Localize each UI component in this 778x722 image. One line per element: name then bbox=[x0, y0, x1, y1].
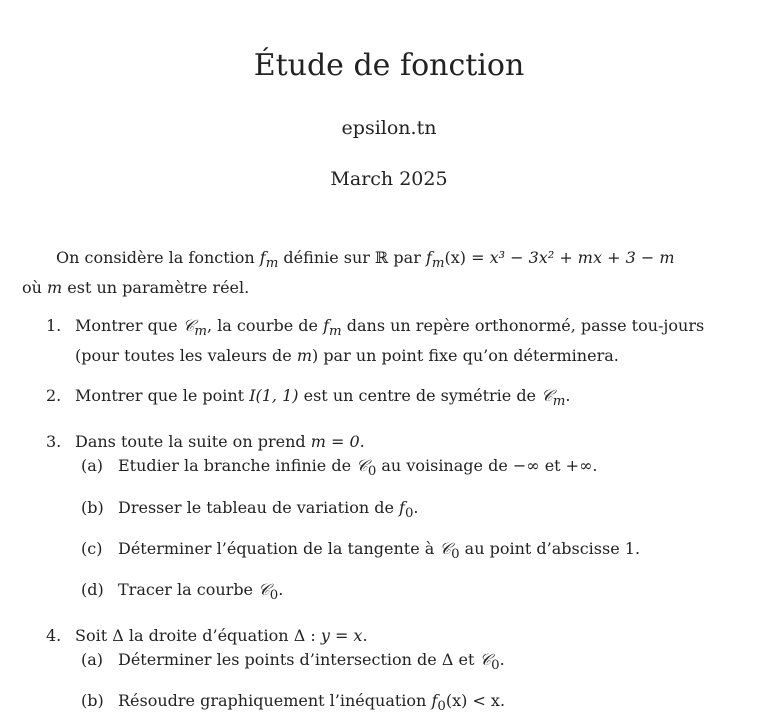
curve-symbol: 𝒞 bbox=[479, 650, 492, 670]
document-date: March 2025 bbox=[330, 168, 448, 190]
curve-subscript: 0 bbox=[269, 588, 279, 604]
subquestion-list bbox=[75, 454, 735, 608]
subquestion-item bbox=[75, 689, 735, 719]
question-text: Dans toute la suite on prend bbox=[75, 432, 311, 452]
question-item bbox=[0, 314, 735, 368]
curve-symbol: 𝒞 bbox=[356, 456, 368, 476]
curve-symbol: 𝒞 bbox=[541, 386, 553, 406]
parameter-m: m bbox=[47, 278, 63, 298]
question-number: 1. bbox=[46, 316, 62, 335]
subquestion-text: . bbox=[278, 579, 284, 599]
intro-text: définie sur ℝ par bbox=[278, 248, 426, 267]
question-item bbox=[0, 624, 735, 719]
formula-rhs: x³ − 3x² + mx + 3 − m bbox=[489, 248, 675, 267]
curve-symbol: 𝒞 bbox=[182, 316, 195, 335]
point-symbol: I(1, 1) bbox=[249, 386, 299, 406]
subquestion-text: Déterminer l’équation de la tangente à bbox=[118, 538, 440, 558]
curve-subscript: 0 bbox=[491, 658, 500, 674]
subquestion-item bbox=[75, 537, 735, 567]
function-symbol: f bbox=[323, 316, 329, 335]
curve-symbol: 𝒞 bbox=[258, 579, 270, 599]
subquestion-item bbox=[75, 496, 735, 526]
question-number: 2. bbox=[46, 386, 62, 406]
function-subscript: 0 bbox=[437, 699, 446, 715]
subquestion-text: Dresser le tableau de variation de bbox=[118, 497, 400, 517]
subquestion-text: Déterminer les points d’intersection de Δ et bbox=[118, 650, 480, 670]
curve-symbol: 𝒞 bbox=[439, 538, 452, 558]
question-list bbox=[0, 314, 778, 720]
question-text: . bbox=[362, 626, 368, 646]
subquestion-text: (x) < x. bbox=[445, 691, 506, 711]
subquestion-item bbox=[75, 648, 735, 678]
subquestion-label: (c) bbox=[81, 538, 103, 558]
question-text: . bbox=[359, 432, 365, 452]
question-text: dans un repère orthonormé, passe tou-jours (pour toutes les valeurs de bbox=[75, 316, 705, 366]
question-text: est un centre de symétrie de bbox=[298, 386, 542, 406]
function-symbol: f bbox=[399, 497, 405, 517]
function-subscript: 0 bbox=[404, 505, 414, 521]
question-item bbox=[0, 430, 735, 608]
curve-subscript: m bbox=[194, 324, 208, 340]
document-title: Étude de fonction bbox=[253, 48, 525, 83]
subquestion-list bbox=[75, 648, 735, 719]
subquestion-text: au voisinage de −∞ et +∞. bbox=[376, 456, 598, 476]
parameter-m: m bbox=[296, 346, 312, 366]
subquestion-text: Résoudre graphiquement l’inéquation bbox=[118, 691, 432, 711]
question-text: . bbox=[565, 386, 571, 406]
subquestion-label: (a) bbox=[81, 650, 104, 670]
function-symbol: f bbox=[259, 248, 266, 267]
function-subscript: m bbox=[329, 324, 342, 340]
curve-subscript: m bbox=[552, 394, 566, 410]
question-number: 4. bbox=[46, 626, 62, 646]
subquestion-label: (b) bbox=[81, 497, 104, 517]
intro-text: On considère la fonction bbox=[56, 248, 260, 267]
intro-text: où bbox=[22, 278, 48, 298]
subquestion-text: Tracer la courbe bbox=[118, 579, 259, 599]
function-symbol: f bbox=[431, 691, 438, 711]
curve-subscript: 0 bbox=[451, 546, 460, 562]
question-text: ) par un point fixe qu’on déterminera. bbox=[311, 346, 619, 366]
subquestion-label: (d) bbox=[81, 579, 104, 599]
subquestion-text: . bbox=[413, 497, 419, 517]
subquestion-text: Etudier la branche infinie de bbox=[118, 456, 357, 476]
subquestion-label: (a) bbox=[81, 456, 104, 476]
question-text: Montrer que bbox=[75, 316, 183, 335]
formula-arg: (x) = bbox=[444, 248, 490, 267]
formula-lhs: f bbox=[425, 248, 432, 267]
subquestion-text: au point d’abscisse 1. bbox=[459, 538, 641, 558]
intro-text: est un paramètre réel. bbox=[62, 278, 250, 298]
subquestion-item bbox=[75, 578, 735, 608]
question-item bbox=[0, 384, 735, 414]
curve-subscript: 0 bbox=[367, 464, 377, 480]
subquestion-label: (b) bbox=[81, 691, 104, 711]
question-text: Soit Δ la droite d’équation Δ : bbox=[75, 626, 321, 646]
formula-lhs-subscript: m bbox=[431, 256, 445, 272]
equation: m = 0 bbox=[310, 432, 360, 452]
subquestion-text: . bbox=[499, 650, 505, 670]
question-text: Montrer que le point bbox=[75, 386, 250, 406]
intro-paragraph bbox=[22, 246, 742, 300]
subquestion-item bbox=[75, 454, 735, 484]
question-text: , la courbe de bbox=[207, 316, 324, 335]
document-author: epsilon.tn bbox=[341, 117, 437, 139]
function-subscript: m bbox=[265, 256, 279, 272]
equation: y = x bbox=[320, 626, 363, 646]
question-number: 3. bbox=[46, 432, 62, 452]
